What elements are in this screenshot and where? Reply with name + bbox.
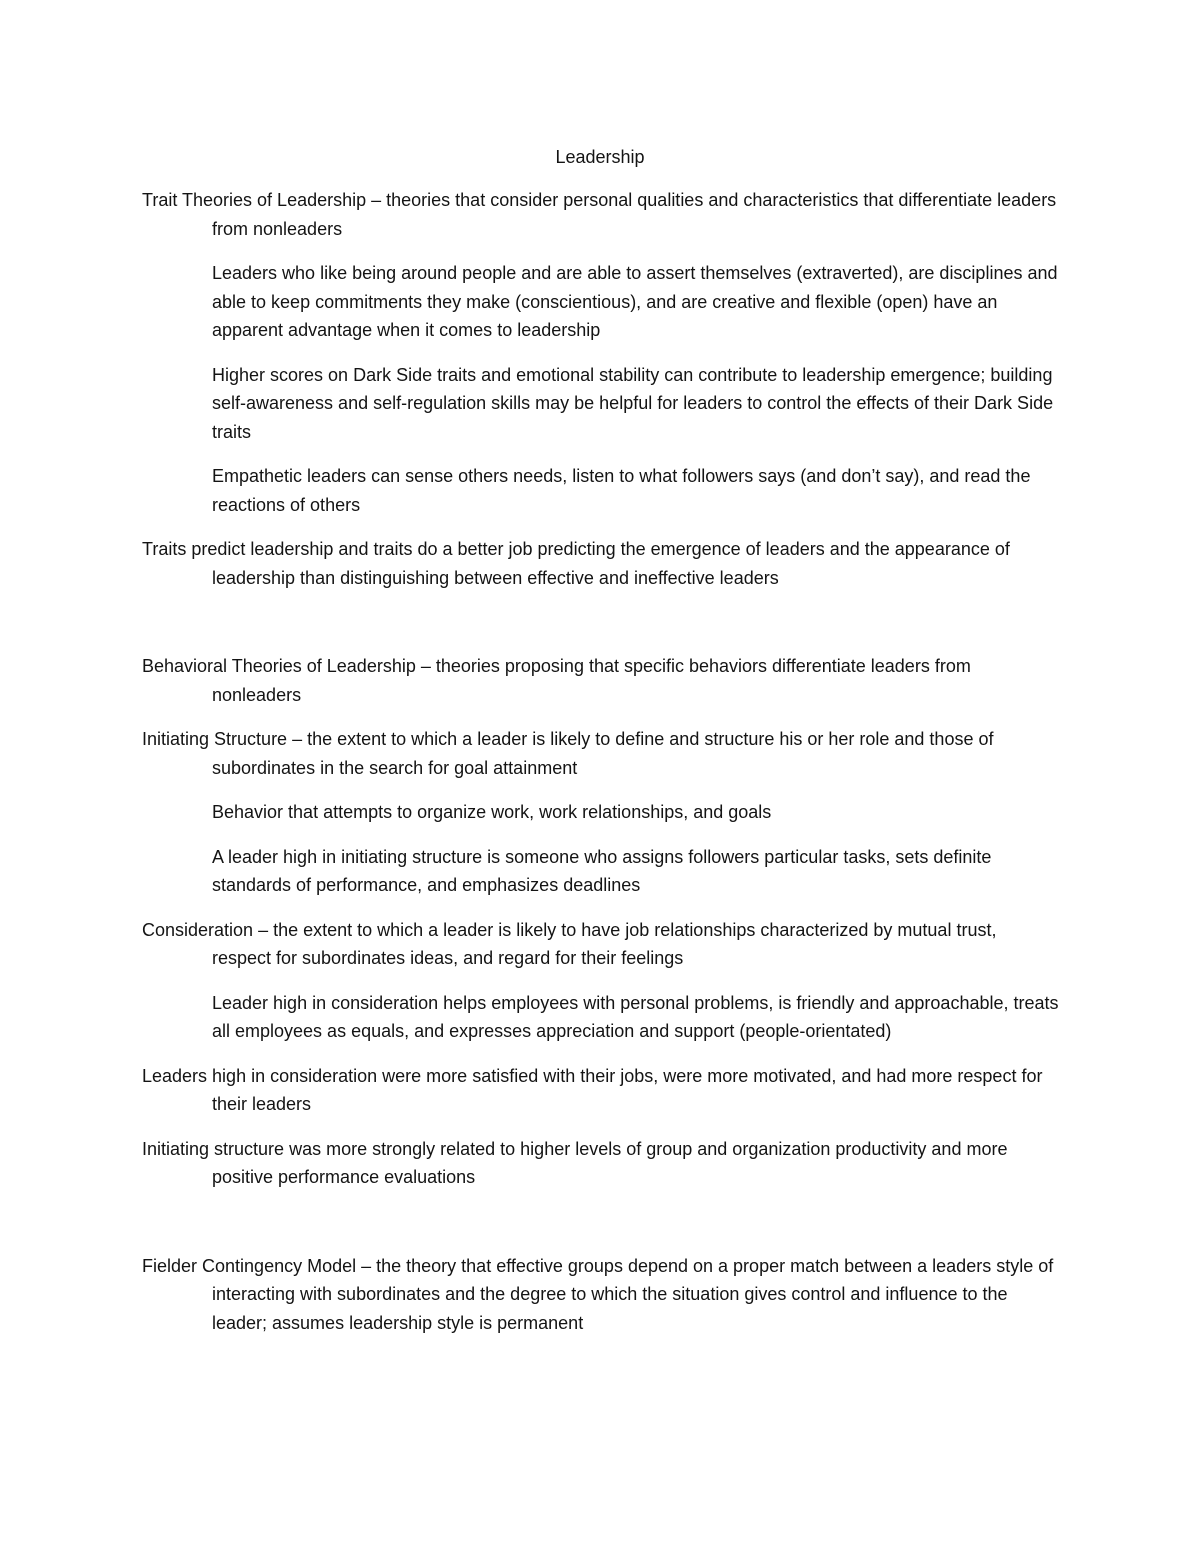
paragraph-initiating-structure: Initiating Structure – the extent to which a leader is likely to define and structure his or her role and those of subordinates in the search for goal attainment [142, 729, 994, 778]
paragraph-organize-work: Behavior that attempts to organize work, work relationships, and goals [212, 802, 772, 822]
paragraph-dark-side-traits: Higher scores on Dark Side traits and emotional stability can contribute to leadership emergence; building self-awareness and self-regulation skills may be helpful for leaders to control the effects of their Dark Side traits [212, 364, 1054, 442]
section-gap [142, 608, 1060, 652]
paragraph-structure-outcomes: Initiating structure was more strongly related to higher levels of group and organization productivity and more positive performance evaluations [142, 1138, 1008, 1187]
paragraph-trait-theories: Trait Theories of Leadership – theories that consider personal qualities and characteristics that differentiate leaders from nonleaders [142, 190, 1057, 239]
document-title: Leadership [555, 147, 645, 167]
paragraph-high-initiating-structure: A leader high in initiating structure is someone who assigns followers particular tasks, sets definite standards of performance, and emphasizes deadlines [212, 846, 992, 895]
section-gap [142, 1208, 1060, 1252]
paragraph-behavioral-theories: Behavioral Theories of Leadership – theories proposing that specific behaviors differentiate leaders from nonleaders [142, 656, 971, 705]
paragraph-fielder-model: Fielder Contingency Model – the theory that effective groups depend on a proper match between a leaders style of interacting with subordinates and the degree to which the situation gives control and influence to the leader; assumes leadership style is permanent [142, 1255, 1054, 1333]
paragraph-consideration: Consideration – the extent to which a leader is likely to have job relationships characterized by mutual trust, respect for subordinates ideas, and regard for their feelings [142, 919, 997, 968]
paragraph-high-consideration: Leader high in consideration helps employees with personal problems, is friendly and approachable, treats all employees as equals, and expresses appreciation and support (people-orientated) [212, 992, 1059, 1041]
paragraph-traits-predict: Traits predict leadership and traits do a better job predicting the emergence of leaders and the appearance of leadership than distinguishing between effective and ineffective leaders [142, 539, 1010, 588]
paragraph-consideration-outcomes: Leaders high in consideration were more satisfied with their jobs, were more motivated, and had more respect for their leaders [142, 1065, 1043, 1114]
document-body [142, 186, 1060, 1353]
paragraph-big-five-leaders: Leaders who like being around people and are able to assert themselves (extraverted), are disciplines and able to keep commitments they make (conscientious), and are creative and flexible (open) have an apparent advantage when it comes to leadership [212, 263, 1058, 340]
paragraph-empathetic-leaders: Empathetic leaders can sense others needs, listen to what followers says (and don’t say), and read the reactions of others [212, 466, 1031, 515]
